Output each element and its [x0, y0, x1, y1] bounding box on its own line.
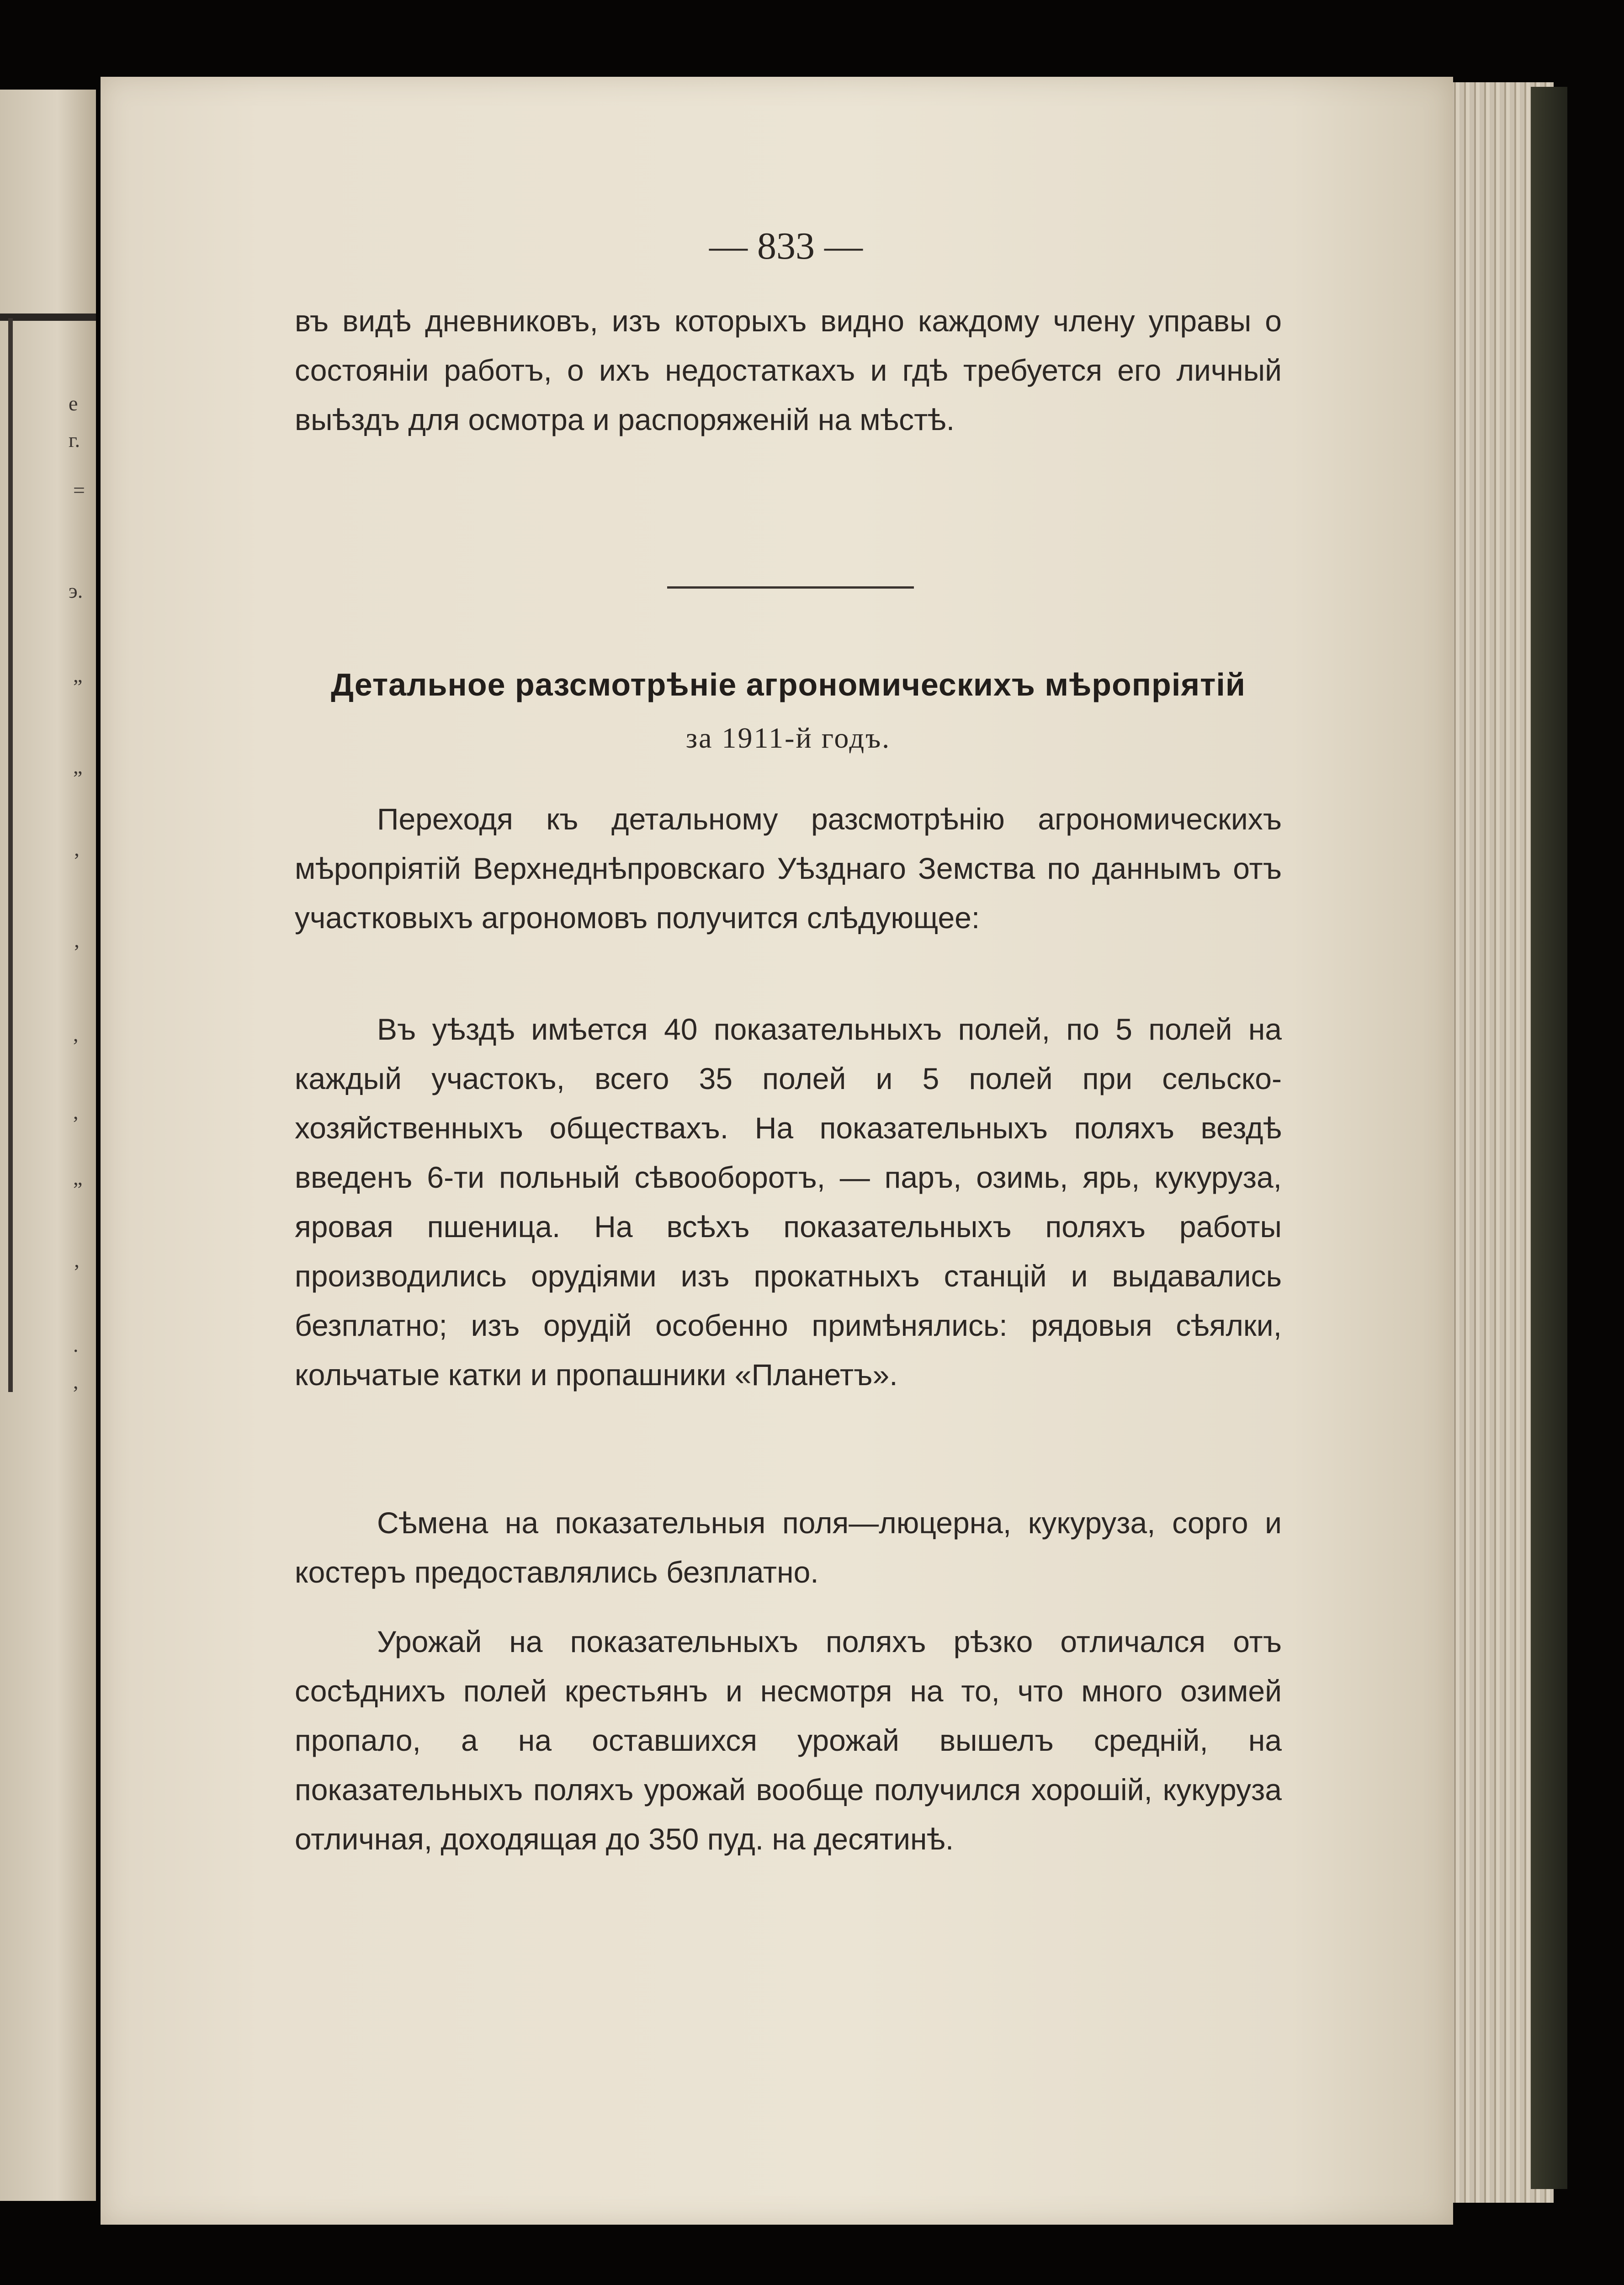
left-fragment-text: =	[73, 478, 85, 502]
section-separator	[667, 586, 914, 589]
left-fragment-text: ”	[73, 1178, 83, 1201]
book-page	[101, 77, 1453, 2225]
left-fragment-text: ,	[73, 1100, 79, 1123]
left-fragment-text: ”	[73, 766, 83, 790]
left-fragment-text: ’	[73, 940, 80, 963]
paragraph: Урожай на показательныхъ поляхъ рѣзко отличался отъ сосѣднихъ полей крестьянъ и несмотря на то, что много озимей пропало, а на оставшихся урожай вышелъ средній, на показательныхъ поляхъ урожай вообще получился хорошій, кукуруза отличная, доходящая до 350 пуд. на десятинѣ.	[295, 1625, 1282, 1856]
left-page-border	[8, 318, 13, 1392]
left-fragment-text: г.	[69, 428, 80, 452]
continuation-paragraph: въ видѣ дневниковъ, изъ которыхъ видно каждому члену управы о состояніи работъ, о ихъ недостаткахъ и гдѣ требуется его личный выѣздъ для осмотра и распоряженій на мѣстѣ.	[295, 304, 1282, 436]
left-fragment-text: ,	[73, 1370, 79, 1393]
paragraph: Сѣмена на показательныя поля—люцерна, кукуруза, сорго и костеръ предоставлялись безплатно.	[295, 1506, 1282, 1589]
left-page-fragment	[0, 90, 96, 2201]
paragraph: Въ уѣздѣ имѣется 40 показательныхъ полей, по 5 полей на каждый участокъ, всего 35 полей и 5 полей при сельско-хозяйственныхъ обществахъ. На показательныхъ поляхъ вездѣ введенъ 6-ти польный сѣвооборотъ, — паръ, озимь, ярь, кукуруза, яровая пшеница. На всѣхъ показательныхъ поляхъ работы производились орудіями изъ прокатныхъ станцій и выдавались безплатно; изъ орудій особенно примѣнялись: рядовыя сѣялки, кольчатые катки и пропашники «Планетъ».	[295, 1012, 1282, 1392]
left-page-rule	[0, 314, 96, 321]
left-fragment-text: э.	[69, 579, 83, 602]
left-fragment-text: ’	[73, 849, 80, 872]
left-fragment-text: е	[69, 392, 78, 415]
paragraph: Переходя къ детальному разсмотрѣнію агрономическихъ мѣропріятій Верхнеднѣпровскаго Уѣзднаго Земства по даннымъ отъ участковыхъ агрономовъ получится слѣдующее:	[295, 802, 1282, 935]
section-title: Детальное разсмотрѣніе агрономическихъ мѣропріятій	[331, 667, 1246, 702]
section-subtitle: за 1911-й годъ.	[685, 722, 891, 754]
left-fragment-text: ”	[73, 675, 83, 698]
book-binding	[1531, 87, 1567, 2189]
left-fragment-text: ,	[73, 1022, 79, 1046]
page-number: — 833 —	[709, 225, 863, 267]
left-fragment-text: ’	[73, 1260, 80, 1283]
left-fragment-text: .	[73, 1333, 79, 1356]
